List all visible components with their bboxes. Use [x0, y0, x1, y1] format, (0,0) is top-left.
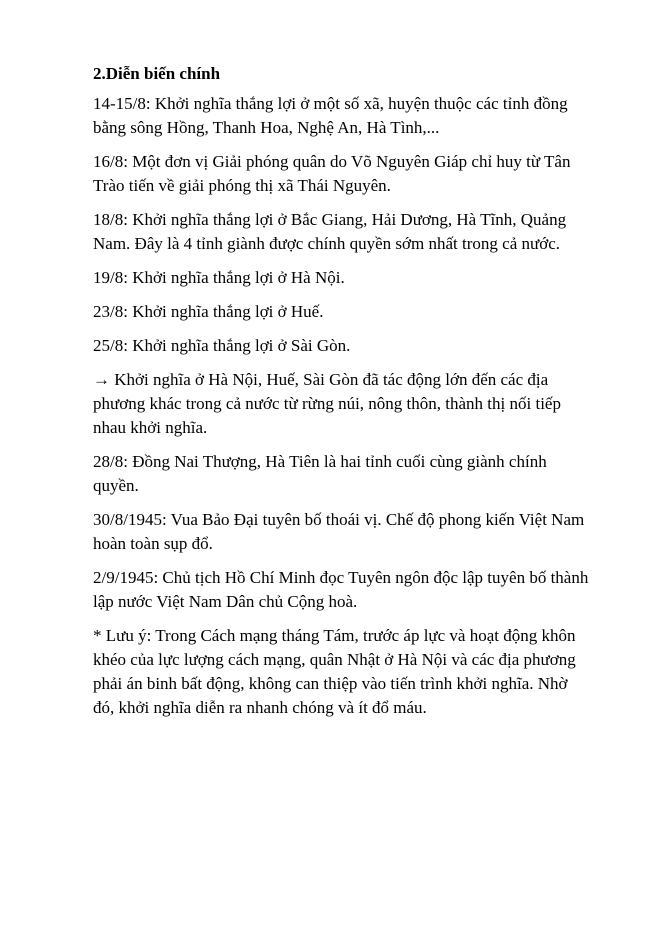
paragraph-consequence: → Khởi nghĩa ở Hà Nội, Huế, Sài Gòn đã tác động lớn đến các địa phương khác trong cả nước từ rừng núi, nông thôn, thành thị nối tiếp nhau khởi nghĩa.: [93, 370, 561, 437]
paragraph-30-aug-1945: 30/8/1945: Vua Bảo Đại tuyên bố thoái vị. Chế độ phong kiến Việt Nam hoàn toàn sụp đổ.: [93, 510, 585, 553]
section-heading: 2.Diễn biến chính: [93, 64, 221, 83]
paragraph-19-aug: 19/8: Khởi nghĩa thắng lợi ở Hà Nội.: [93, 268, 345, 287]
paragraph-23-aug: 23/8: Khởi nghĩa thắng lợi ở Huế.: [93, 302, 324, 321]
paragraph-2-sep-1945: 2/9/1945: Chủ tịch Hồ Chí Minh đọc Tuyên ngôn độc lập tuyên bố thành lập nước Việt Nam Dân chủ Cộng hoà.: [93, 568, 589, 611]
paragraph-14-15-aug: 14-15/8: Khởi nghĩa thắng lợi ở một số xã, huyện thuộc các tỉnh đồng bằng sông Hồng, Thanh Hoa, Nghệ An, Hà Tình,...: [93, 94, 568, 137]
paragraph-18-aug: 18/8: Khởi nghĩa thắng lợi ở Bắc Giang, Hải Dương, Hà Tĩnh, Quảng Nam. Đây là 4 tỉnh giành được chính quyền sớm nhất trong cả nước.: [93, 210, 567, 253]
document-page: [93, 62, 593, 730]
paragraph-note: * Lưu ý: Trong Cách mạng tháng Tám, trước áp lực và hoạt động khôn khéo của lực lượng cách mạng, quân Nhật ở Hà Nội và các địa phương phải án binh bất động, không can thiệp vào tiến trình khởi nghĩa. Nhờ đó, khởi nghĩa diễn ra nhanh chóng và ít đổ máu.: [93, 626, 576, 717]
paragraph-25-aug: 25/8: Khởi nghĩa thắng lợi ở Sài Gòn.: [93, 336, 351, 355]
paragraph-16-aug: 16/8: Một đơn vị Giải phóng quân do Võ Nguyên Giáp chỉ huy từ Tân Trào tiến về giải phóng thị xã Thái Nguyên.: [93, 152, 571, 195]
paragraph-28-aug: 28/8: Đồng Nai Thượng, Hà Tiên là hai tỉnh cuối cùng giành chính quyền.: [93, 452, 547, 495]
